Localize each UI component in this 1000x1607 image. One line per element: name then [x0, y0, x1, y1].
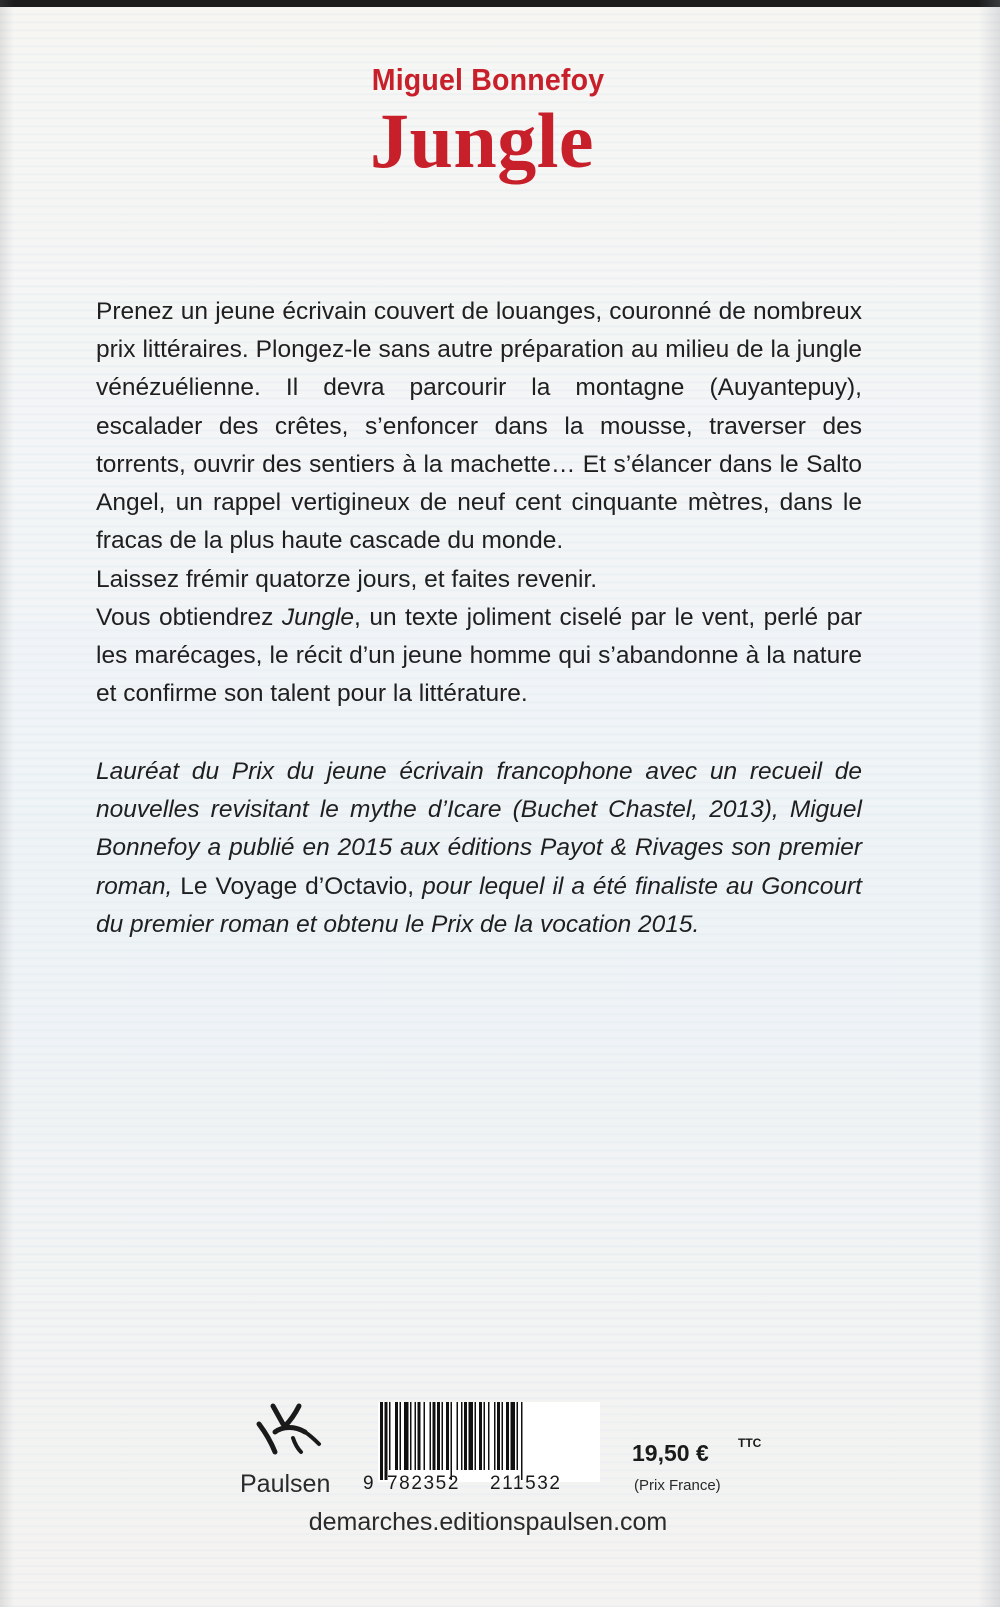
price-note: (Prix France): [634, 1477, 721, 1494]
barcode-bar: [385, 1402, 388, 1480]
publisher-website: demarches.editionspaulsen.com: [308, 1508, 668, 1536]
barcode-bar: [517, 1402, 519, 1470]
barcode-bar: [457, 1402, 459, 1470]
barcode-bar: [506, 1402, 509, 1470]
barcode-bar: [511, 1402, 516, 1470]
publisher-name: Paulsen: [240, 1470, 331, 1498]
top-edge-shadow: [0, 0, 1000, 7]
blurb-3-after: , un texte joliment ciselé par le vent, perlé par les marécages, le récit d’un jeune homme qui s’abandonne à la nature et confirme son talent pour la littérature.: [96, 604, 862, 708]
barcode-bar: [380, 1402, 383, 1480]
barcode-bar: [494, 1402, 496, 1470]
blurb-paragraph-2: Laissez frémir quatorze jours, et faites revenir.: [96, 566, 598, 593]
barcode-bar: [502, 1402, 504, 1470]
barcode-bar: [415, 1402, 417, 1470]
isbn-first-digit: 9: [363, 1473, 374, 1494]
barcode-bar: [521, 1402, 523, 1480]
blurb-3-before: Vous obtiendrez: [96, 604, 282, 631]
barcode-bar: [475, 1402, 477, 1470]
barcode-bar: [400, 1402, 402, 1470]
blurb-3-title-emphasis: Jungle: [281, 604, 355, 631]
barcode-bar: [395, 1402, 398, 1470]
author-name: Miguel Bonnefoy: [371, 62, 605, 97]
barcode-bar: [433, 1402, 436, 1470]
isbn-group-1: 782352: [387, 1473, 461, 1494]
right-edge-shadow: [978, 0, 1000, 1607]
barcode-bar: [469, 1402, 474, 1470]
barcode-bar: [424, 1402, 426, 1470]
bio-after: pour lequel il a été finaliste au Goncourt du premier roman et obtenu le Prix de la vocation 2015.: [96, 872, 862, 938]
barcode-bar: [497, 1402, 500, 1470]
barcode-bar: [484, 1402, 486, 1470]
barcode-bar: [488, 1402, 490, 1470]
barcode-bar: [479, 1402, 482, 1470]
price-suffix: TTC: [738, 1436, 762, 1450]
isbn-group-2: 211532: [490, 1473, 562, 1494]
barcode-bar: [451, 1402, 453, 1480]
barcode-bar: [389, 1402, 391, 1470]
author-bio: [96, 753, 862, 944]
book-title: Jungle: [369, 97, 595, 184]
isbn-barcode: [378, 1402, 600, 1482]
paulsen-logo-icon: [253, 1402, 323, 1456]
blurb-paragraph-3: [96, 599, 862, 714]
barcode-bar: [410, 1402, 412, 1470]
bio-before: Lauréat du Prix du jeune écrivain francophone avec un recueil de nouvelles revisitant le mythe d’Icare (Buchet Chastel, 2013), Miguel Bonnefoy a publié en 2015 aux éditions Payot & Rivages son premier roman,: [96, 758, 862, 900]
left-edge-shadow: [0, 0, 14, 1607]
blurb-paragraph-1: Prenez un jeune écrivain couvert de louanges, couronné de nombreux prix littéraires. Plongez-le sans autre préparation au milieu de la jungle vénézuélienne. Il devra parcourir la montagne (Auyantepuy), escalader des crêtes, s’enfoncer dans la mousse, traverser des torrents, ouvrir des sentiers à la machette… Et s’élancer dans le Salto Angel, un rappel vertigineux de neuf cent cinquante mètres, dans le fracas de la plus haute cascade du monde.: [96, 298, 862, 555]
barcode-bar: [464, 1402, 467, 1470]
barcode-bar: [404, 1402, 409, 1470]
barcode-bar: [437, 1402, 440, 1470]
barcode-bar: [446, 1402, 449, 1470]
bio-book-title: Le Voyage d’Octavio,: [180, 872, 415, 900]
barcode-bar: [430, 1402, 432, 1470]
barcode-bar: [418, 1402, 421, 1470]
price: 19,50 €: [632, 1440, 709, 1466]
barcode-bar: [442, 1402, 444, 1470]
barcode-bar: [461, 1402, 463, 1470]
